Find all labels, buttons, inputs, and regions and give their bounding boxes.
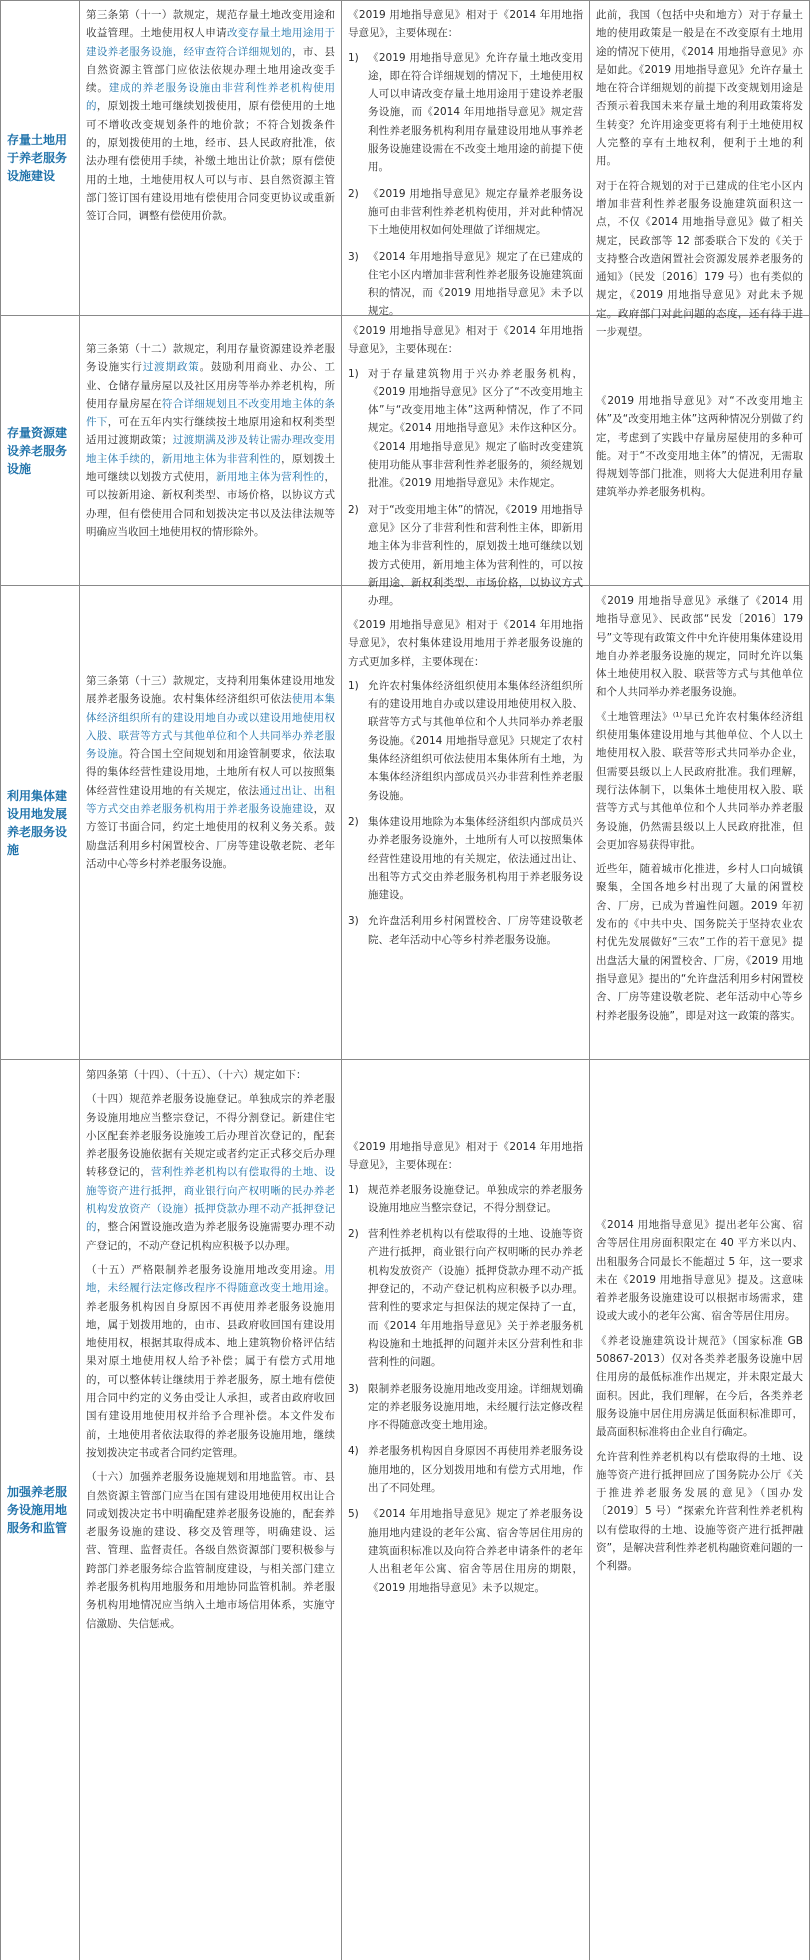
provision-highlight: 新用地主体为营利性的 [216,471,325,484]
row-topic: 存量资源建设养老服务设施 [0,316,80,585]
provision-text: ，双方签订书面合同，约定土地使用的权利义务关系。鼓励盘活利用乡村闲置校舍、厂房等建设敬老院、老年活动中心等乡村养老服务设施。 [86,803,336,870]
row-topic: 存量土地用于养老服务设施建设 [0,0,80,315]
row-comparison [342,0,590,318]
item-number: 2) [348,503,359,516]
provision-highlight: 使用本集体经济组织所有的建设用地自办或以建设用地使用权入股、联营等方式与其他单位和个人共同举办养老服务设施 [86,693,336,761]
item-number: 4) [348,1445,359,1458]
row-analysis [590,1060,810,1960]
item-text: 允许农村集体经济组织使用本集体经济组织所有的建设用地自办或以建设用地使用权入股、联营等方式与其他单位和个人共同举办养老服务设施。《2014 用地指导意见》只规定了农村集体经济组织可依法使用本集体所有土地，为本集体经济组织内部成员兴办非营利性养老服务设施。 [368,679,583,802]
row-provision [80,586,342,1059]
comparison-intro: 《2019 用地指导意见》相对于《2014 年用地指导意见》，农村集体建设用地用于养老服务设施的方式更加多样，主要体现在： [348,619,583,668]
item-number: 5) [348,1508,359,1521]
list-item [348,677,583,805]
item-text: 集体建设用地除为本集体经济组织内部成员兴办养老服务设施外，土地所有人可以按照集体经营性建设用地的有关规定，依法通过出让、出租等方式交由养老服务机构用于养老服务设施建设。 [368,815,583,902]
row-analysis [590,586,810,1059]
list-item [348,1225,583,1371]
provision-heading: 第四条第（十四）、（十五）、（十六）规定如下： [86,1069,307,1081]
item-number: 3) [348,915,359,928]
provision-text: ，原划拨土地可继续划拨使用，原有偿使用的土地可不增收改变规划条件的地价款；不符合划拨条件的，原划拨使用的土地，经市、县人民政府批准，依法办理有偿使用手续，补缴土地出让价款；原有偿使用的土地，土地使用权人可以与市、县自然资源主管部门签订国有建设用地有偿使用合同变更协议或重新签订合同，调整有偿使用价款。 [86,100,336,223]
list-item [348,365,583,493]
provision-text: 第三条第（十三）款规定，支持利用集体建设用地发展养老服务设施。农村集体经济组织可依法 [86,675,335,706]
provision-text: ，整合闲置设施改造为养老服务设施需要办理不动产登记的，不动产登记机构应积极予以办理。 [86,1221,336,1252]
row-provision [80,1060,342,1960]
row-provision [80,0,342,315]
list-item [348,813,583,904]
comparison-intro: 《2019 用地指导意见》相对于《2014 年用地指导意见》，主要体现在： [348,1141,583,1172]
row-comparison [342,316,590,608]
provision-text: ，可以按新用途、新权利类型、市场价格，以协议方式办理，但有偿使用合同和划拨决定书以及法律法规等明确应当收回土地使用权的情形除外。 [86,471,336,538]
provision-text: 。符合国土空间规划和用途管制要求，依法取得的集体经营性建设用地，土地所有权人可以按照集体经营性建设用地的有关规定，依法 [86,748,336,797]
provision-highlight: 过渡期满及涉及转让需办理改变用地主体手续的，新用地主体为非营利性的 [86,434,336,465]
analysis-paragraph: 对于在符合规划的对于已建成的住宅小区内增加非营利性养老服务设施建筑面积这一点，不仅《2014 用地指导意见》做了相关规定，民政部等 12 部委联合下发的《关于支持整合改造闲置社会资源发展养老服务的通知》（民发〔2016〕179 号）也有类似的规定，《2019 用地指导意见》对此未予规定。政府部门对此问题的态度，还有待于进一步观望。 [596,179,803,339]
item-text: 营利性养老机构以有偿取得的土地、设施等资产进行抵押，商业银行向产权明晰的民办养老机构发放资产（设施）抵押贷款办理不动产抵押登记的，不动产登记机构应积极予以办理。营利性的要求定与担保法的规定保持了一直，而《2014 年用地指导意见》关于养老服务机构设施和土地抵押的问题并未区分营利性和非营利性的问题。 [368,1228,583,1369]
analysis-paragraph: 《2014 用地指导意见》提出老年公寓、宿舍等居住用房面积限定在 40 平方米以内、出租服务合同最长不能超过 5 年，这一要求未在《2019 用地指导意见》提及。这意味着养老服务设施建设可以根据市场需求，建设或大或小的老年公寓、宿舍等居住用房。 [596,1219,803,1323]
analysis-paragraph: 《2019 用地指导意见》承继了《2014 用地指导意见》、民政部“民发〔2016〕179 号”文等现有政策文件中允许使用集体建设用地自办养老服务设施的规定，同时允许以集体土地使用权入股、联营等方式与其他单位和个人共同举办养老服务设施。 [596,595,803,699]
provision-text: 养老服务机构因自身原因不再使用养老服务设施用地，属于划拨用地的，由市、县政府收回国有建设用地使用权，根据其取得成本、地上建筑物价格评估结果对原土地使用权人给予补偿；属于有偿方式用地的，可以整体转让继续用于养老服务，原土地有偿使用合同中约定的义务由受让人承担，或者由政府收回国有建设用地使用权并给予合理补偿。本文件发布前，土地使用者依法取得的养老服务设施用地，继续按划拨决定书或者合同约定管理。 [86,1300,335,1459]
table-row [0,586,810,1060]
list-item [348,1505,583,1596]
provision-text: 。鼓励利用商业、办公、工业、仓储存量房屋以及社区用房等举办养老机构，所使用存量房屋在 [86,361,336,410]
list-item [348,185,583,240]
row-topic: 加强养老服务设施用地服务和监管 [0,1060,80,1960]
row-comparison [342,1060,590,1960]
provision-highlight: 营利性养老机构以有偿取得的土地、设施等资产进行抵押，商业银行向产权明晰的民办养老机构发放资产（设施）抵押贷款办理不动产抵押登记的 [86,1166,336,1234]
analysis-paragraph: 此前，我国（包括中央和地方）对于存量土地的使用政策是一般是在不改变原有土地用途的情况下使用，《2014 用地指导意见》亦是如此。《2019 用地指导意见》允许存量土地在符合详细规划的前提下改变规划用途是否预示着我国未来存量土地的利用政策将发生转变？允许用途变更将有利于土地使用权人完整的享有土地权利，便利于土地的利用。 [596,9,803,168]
table-row [0,0,810,339]
row-analysis [590,0,810,339]
analysis-paragraph: 《养老设施建筑设计规范》（国家标准 GB 50867-2013）仅对各类养老服务设施中居住用房的最低标准作出规定，并未限定最大面积。因此，我们理解，在今后，各类养老服务设施中居住用房满足低面积标准即可，最高面积标准将由企业自行确定。 [596,1334,803,1439]
item-number: 3) [348,250,359,263]
table-row [0,1060,810,1960]
item-text: 《2014 年用地指导意见》规定了在已建成的住宅小区内增加非营利性养老服务设施建筑面积的情况，而《2019 用地指导意见》未予以规定。 [368,250,583,318]
item-text: 对于存量建筑物用于兴办养老服务机构，《2019 用地指导意见》区分了“不改变用地主体”与“改变用地主体”这两种情况，作了不同规定。《2014 用地指导意见》未作这种区分。《2014 用地指导意见》规定了临时改变建筑使用功能从事非营利性养老服务的，须经规划批准。《2019 用地指导意见》未作规定。 [368,367,583,490]
item-text: 允许盘活利用乡村闲置校舍、厂房等建设敬老院、老年活动中心等乡村养老服务设施。 [368,915,583,946]
list-item [348,1380,583,1435]
item-number: 1) [348,367,359,380]
provision-highlight: 用地，未经履行法定修改程序不得随意改变土地用途。 [86,1263,335,1295]
item-text: 《2014 年用地指导意见》规定了养老服务设施用地内建设的老年公寓、宿舍等居住用房的建筑面积标准以及向符合养老申请条件的老年人出租老年公寓、宿舍等居住用房的期限，《2019 用地指导意见》未予以规定。 [368,1508,583,1594]
row-topic: 利用集体建设用地发展养老服务设施 [0,586,80,1059]
analysis-paragraph: 允许营利性养老机构以有偿取得的土地、设施等资产进行抵押回应了国务院办公厅《关于推进养老服务发展的意见》（国办发〔2019〕5 号）“探索允许营利性养老机构以有偿取得的土地、设施等资产进行抵押融资”，是解决营利性养老机构融资难问题的一个利器。 [596,1450,803,1573]
row-comparison [342,586,590,1059]
item-number: 2) [348,1228,359,1241]
provision-highlight: 通过出让、出租等方式交由养老服务机构用于养老服务设施建设 [86,784,336,816]
provision-text: （十五）严格限制养老服务设施用地改变用途。 [86,1263,325,1276]
table-row [0,316,810,608]
item-text: 养老服务机构因自身原因不再使用养老服务设施用地的，区分划拨用地和有偿方式用地，作出了不同处理。 [368,1445,583,1495]
provision-highlight: 符合详细规划且不改变用地主体的条件下 [86,397,336,429]
row-analysis [590,316,810,585]
provision-text: 第三条第（十一）款规定，规范存量土地改变用途和收益管理。土地使用权人申请 [86,9,335,40]
list-item [348,1181,583,1218]
provision-text: （十四）规范养老服务设施登记。单独成宗的养老服务设施用地应当整宗登记，不得分割登记。新建住宅小区配套养老服务设施竣工后办理首次登记的，配套养老服务设施依据有关规定或者约定正式移交后办理转移登记的， [86,1093,335,1179]
provision-paragraph: （十六）加强养老服务设施规划和用地监管。市、县自然资源主管部门应当在国有建设用地使用权出让合同或划拨决定书中明确配建养老服务设施的，配套养老服务设施的建设、移交及管理等，明确建设、运营、管理、监督责任。各级自然资源部门要积极参与跨部门养老服务综合监管制度建设，与相关部门建立养老服务机构用地服务和用地协同监管机制。养老服务机构用地情况应当纳入土地市场信用体系，实施守信激励、失信惩戒。 [86,1471,335,1630]
analysis-paragraph: 《土地管理法》⁽¹⁾早已允许农村集体经济组织使用集体建设用地与其他单位、个人以土地使用权入股、联营等形式共同举办企业，但需要县级以上人民政府批准。我们理解，现行法体制下，以集体土地使用权入股、联营等方式与其他单位和个人共同举办养老服务设施，仍然需县级以上人民政府批准，但会更加容易获得审批。 [596,710,803,851]
provision-text: 第三条第（十二）款规定，利用存量资源建设养老服务设施实行 [86,343,335,374]
item-text: 规范养老服务设施登记。单独成宗的养老服务设施用地应当整宗登记，不得分割登记。 [368,1183,583,1214]
list-item [348,248,583,321]
provision-highlight: 过渡期政策 [142,361,200,374]
item-number: 1) [348,51,359,64]
provision-text: ，可在五年内实行继续按土地原用途和权利类型适用过渡期政策； [86,416,336,447]
analysis-paragraph: 近些年，随着城市化推进，乡村人口向城镇聚集，全国各地乡村出现了大量的闲置校舍、厂房，已成为普遍性问题。2019 年初发布的《中共中央、国务院关于坚持农业农村优先发展做好“三农”工作的若干意见》提出盘活大量的闲置校舍、厂房，《2019 用地指导意见》提出的“允许盘活利用乡村闲置校舍、厂房等建设敬老院、老年活动中心等乡村养老服务设施”，即是对这一政策的落实。 [596,863,803,1022]
provision-text: ，市、县自然资源主管部门应依法依规办理土地用途改变手续。 [86,45,336,95]
item-number: 3) [348,1382,359,1395]
list-item [348,1442,583,1497]
analysis-paragraph: 《2019 用地指导意见》对“不改变用地主体”及“改变用地主体”这两种情况分别做了约定，考虑到了实践中存量房屋使用的多种可能。对于“不改变用地主体”的情况，无需取得规划等部门批准，则将大大促进利用存量建筑举办养老服务机构。 [596,395,803,499]
item-number: 1) [348,679,359,692]
list-item [348,912,583,949]
item-number: 2) [348,187,359,200]
provision-text: ，原划拨土地可继续以划拨方式使用， [86,452,336,484]
list-item [348,49,583,177]
item-text: 《2019 用地指导意见》规定存量养老服务设施可由非营利性养老机构使用，并对此种情况下土地使用权如何处理做了详细规定。 [368,187,583,237]
comparison-intro: 《2019 用地指导意见》相对于《2014 年用地指导意见》，主要体现在： [348,9,583,40]
provision-highlight: 改变存量土地用途用于建设养老服务设施，经审查符合详细规划的 [86,27,336,58]
item-number: 2) [348,815,359,828]
provision-highlight: 建成的养老服务设施由非营利性养老机构使用的 [86,82,336,113]
row-provision [80,316,342,585]
item-number: 1) [348,1183,359,1196]
item-text: 对于“改变用地主体”的情况，《2019 用地指导意见》区分了非营利性和营利性主体，即新用地主体为非营利性的，原划拨土地可继续以划拨方式使用，新用地主体为营利性的，可以按新用途、新权利类型、市场价格，以协议方式办理。 [368,503,583,608]
item-text: 限制养老服务设施用地改变用途。详细规划确定的养老服务设施用地，未经履行法定修改程序不得随意改变土地用途。 [368,1382,583,1432]
item-text: 《2019 用地指导意见》允许存量土地改变用途，即在符合详细规划的情况下，土地使用权人可以申请改变存量土地用途用于建设养老服务设施，而《2014 年用地指导意见》规定营利性养老服务机构利用存量建设用地从事养老服务设施建设需在不改变土地用途的前提下使用。 [368,51,583,174]
comparison-intro: 《2019 用地指导意见》相对于《2014 年用地指导意见》，主要体现在： [348,325,583,356]
